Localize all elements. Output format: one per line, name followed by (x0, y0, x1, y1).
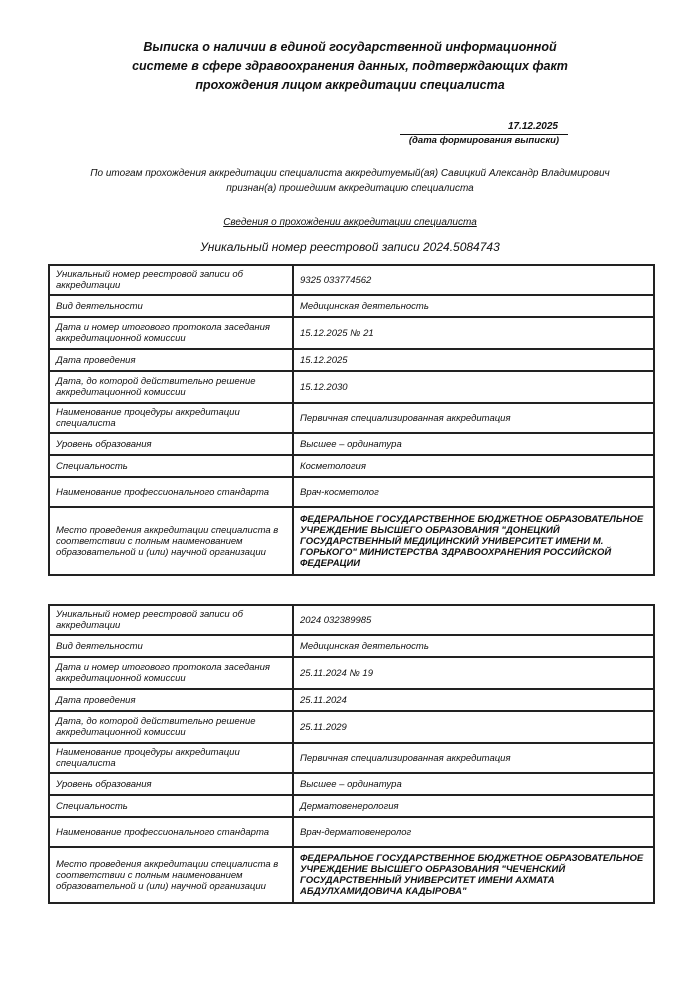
document-title (90, 38, 610, 95)
row-value: Косметология (293, 455, 654, 477)
table-row (49, 403, 654, 433)
row-value: ФЕДЕРАЛЬНОЕ ГОСУДАРСТВЕННОЕ БЮДЖЕТНОЕ ОБРАЗОВАТЕЛЬНОЕ УЧРЕЖДЕНИЕ ВЫСШЕГО ОБРАЗОВАНИЯ "ДОНЕЦКИЙ ГОСУДАРСТВЕННЫЙ МЕДИЦИНСКИЙ УНИВЕРСИТЕТ ИМЕНИ М. ГОРЬКОГО" МИНИСТЕРСТВА ЗДРАВООХРАНЕНИЯ РОССИЙСКОЙ ФЕДЕРАЦИИ (293, 507, 654, 575)
row-label: Уровень образования (49, 773, 293, 795)
row-value: Врач-косметолог (293, 477, 654, 507)
row-value: Медицинская деятельность (293, 635, 654, 657)
row-label: Уровень образования (49, 433, 293, 455)
table-row (49, 773, 654, 795)
table-row (49, 371, 654, 403)
table-row (49, 817, 654, 847)
accreditation-table-2 (48, 604, 655, 904)
table-row (49, 711, 654, 743)
row-value: ФЕДЕРАЛЬНОЕ ГОСУДАРСТВЕННОЕ БЮДЖЕТНОЕ ОБРАЗОВАТЕЛЬНОЕ УЧРЕЖДЕНИЕ ВЫСШЕГО ОБРАЗОВАНИЯ "ЧЕЧЕНСКИЙ ГОСУДАРСТВЕННЫЙ УНИВЕРСИТЕТ ИМЕНИ АХМАТА АБДУЛХАМИДОВИЧА КАДЫРОВА" (293, 847, 654, 903)
row-label: Наименование процедуры аккредитации специалиста (49, 743, 293, 773)
row-value: 25.11.2029 (293, 711, 654, 743)
accreditation-result (40, 166, 660, 196)
row-value: Врач-дерматовенеролог (293, 817, 654, 847)
row-label: Наименование профессионального стандарта (49, 477, 293, 507)
table-row (49, 455, 654, 477)
table-row (49, 605, 654, 635)
title-line: системе в сфере здравоохранения данных, подтверждающих факт (132, 59, 568, 73)
row-value: 9325 033774562 (293, 265, 654, 295)
result-line: признан(а) прошедшим аккредитацию специалиста (226, 183, 474, 194)
accreditation-table-1 (48, 264, 655, 576)
table-row (49, 265, 654, 295)
row-label: Дата, до которой действительно решение аккредитационной комиссии (49, 371, 293, 403)
table-row (49, 743, 654, 773)
issue-date-block (400, 121, 568, 146)
table-row (49, 635, 654, 657)
issue-date: 17.12.2025 (507, 121, 558, 132)
row-label: Вид деятельности (49, 295, 293, 317)
row-value: 15.12.2030 (293, 371, 654, 403)
row-label: Наименование процедуры аккредитации специалиста (49, 403, 293, 433)
row-label: Дата проведения (49, 349, 293, 371)
table-row (49, 295, 654, 317)
row-label: Дата и номер итогового протокола заседания аккредитационной комиссии (49, 317, 293, 349)
row-label: Уникальный номер реестровой записи об аккредитации (49, 605, 293, 635)
row-value: Медицинская деятельность (293, 295, 654, 317)
row-label: Место проведения аккредитации специалиста в соответствии с полным наименованием образовательной и (или) научной организации (49, 507, 293, 575)
issue-date-caption: (дата формирования выписки) (408, 135, 560, 146)
row-value: 15.12.2025 № 21 (293, 317, 654, 349)
table-row (49, 847, 654, 903)
row-value: Высшее – ординатура (293, 773, 654, 795)
result-line: По итогам прохождения аккредитации специалиста аккредитуемый(ая) Савицкий Александр Владимирович (90, 168, 610, 179)
row-label: Дата проведения (49, 689, 293, 711)
row-value: Высшее – ординатура (293, 433, 654, 455)
row-label: Специальность (49, 455, 293, 477)
row-label: Место проведения аккредитации специалиста в соответствии с полным наименованием образовательной и (или) научной организации (49, 847, 293, 903)
title-line: прохождения лицом аккредитации специалиста (195, 78, 505, 92)
table-row (49, 657, 654, 689)
row-label: Наименование профессионального стандарта (49, 817, 293, 847)
table-row (49, 795, 654, 817)
table-row (49, 689, 654, 711)
section-heading: Сведения о прохождении аккредитации специалиста (223, 217, 477, 228)
table-row (49, 317, 654, 349)
table-row (49, 349, 654, 371)
row-value: Первичная специализированная аккредитация (293, 743, 654, 773)
row-value: 25.11.2024 № 19 (293, 657, 654, 689)
table-row (49, 433, 654, 455)
row-value: Дерматовенерология (293, 795, 654, 817)
unique-record-heading: Уникальный номер реестровой записи 2024.5084743 (200, 240, 500, 254)
title-line: Выписка о наличии в единой государственной информационной (143, 40, 557, 54)
row-label: Вид деятельности (49, 635, 293, 657)
row-value: 25.11.2024 (293, 689, 654, 711)
row-label: Уникальный номер реестровой записи об аккредитации (49, 265, 293, 295)
row-label: Дата, до которой действительно решение аккредитационной комиссии (49, 711, 293, 743)
row-label: Специальность (49, 795, 293, 817)
table-row (49, 507, 654, 575)
row-value: 2024 032389985 (293, 605, 654, 635)
row-value: Первичная специализированная аккредитация (293, 403, 654, 433)
row-label: Дата и номер итогового протокола заседания аккредитационной комиссии (49, 657, 293, 689)
row-value: 15.12.2025 (293, 349, 654, 371)
table-row (49, 477, 654, 507)
